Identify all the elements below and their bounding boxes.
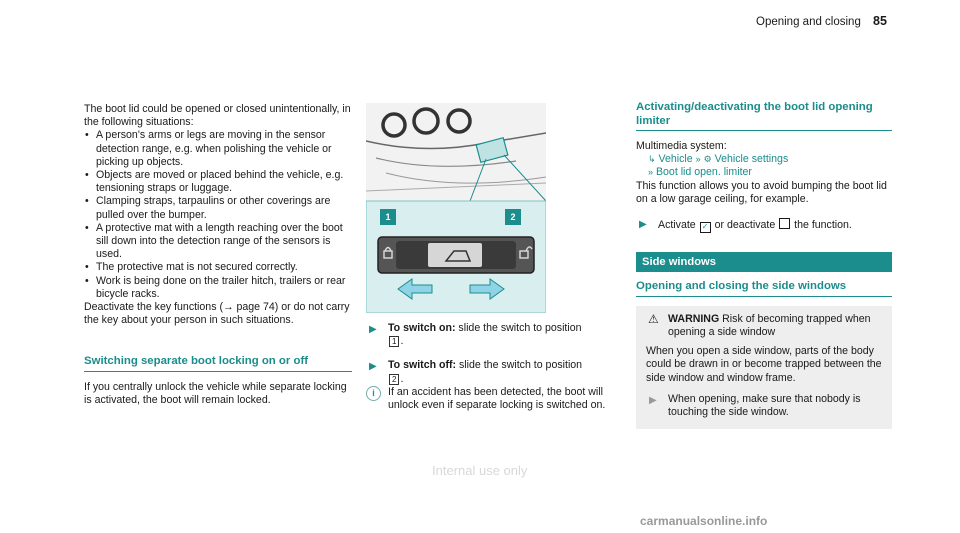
menu-path-2: » Boot lid open. limiter xyxy=(648,166,752,179)
list-item: • Objects are moved or placed behind the vehicle, e.g. tensioning straps or luggage. xyxy=(84,169,352,195)
info-icon: i xyxy=(366,386,381,401)
warning-triangle-icon: ⚠ xyxy=(648,311,659,326)
situation-list xyxy=(84,129,352,301)
position-key: 2 xyxy=(389,374,399,385)
position-key: 1 xyxy=(389,336,399,347)
step-arrow-icon: ▶ xyxy=(639,219,647,231)
step-switch-on: ▶ To switch on: slide the switch to position 1 . xyxy=(369,322,582,348)
section-text: If you centrally unlock the vehicle while separate locking is activated, the boot will remain locked. xyxy=(84,380,347,407)
intro-text: The boot lid could be opened or closed unintentionally, in the following situations: xyxy=(84,103,351,129)
vehicle-settings-icon: ⚙ xyxy=(703,154,712,165)
warning-header: ⚠ WARNING Risk of becoming trapped when opening a side window xyxy=(648,311,871,338)
step-arrow-icon: ▶ xyxy=(369,361,377,373)
running-header: Opening and closing xyxy=(756,16,861,28)
deactivate-text: Deactivate the key functions (→ page 74) or do not carry the key about your person in such situations. xyxy=(84,301,350,327)
list-item: • Clamping straps, tarpaulins or other coverings are pulled over the bumper. xyxy=(84,195,352,221)
column-middle xyxy=(366,322,606,412)
function-text: This function allows you to avoid bumping the boot lid on a low garage ceiling, for example. xyxy=(636,179,887,205)
info-note: i If an accident has been detected, the boot will unlock even if separate locking is switched on. xyxy=(366,386,606,412)
section-heading: Activating/deactivating the boot lid opening limiter xyxy=(636,101,892,131)
list-item: • Work is being done on the trailer hitch, trailers or rear bicycle racks. xyxy=(84,275,352,301)
section-heading: Switching separate boot locking on or off xyxy=(84,355,352,372)
step-arrow-icon: ▶ xyxy=(369,324,377,335)
column-right xyxy=(636,101,892,429)
list-item: • A protective mat with a length reaching over the boot sill down into the detection range of the sensors is used. xyxy=(84,222,352,262)
column-left xyxy=(84,103,352,407)
switch-figure xyxy=(366,103,546,313)
section-band: Side windows xyxy=(636,252,892,272)
unchecked-box-icon xyxy=(779,218,790,229)
enter-arrow-icon: ↳ xyxy=(648,154,656,165)
list-item: • A person's arms or legs are moving in the sensor detection range, e.g. when polishing the vehicle or picking up objects. xyxy=(84,129,352,169)
warning-box xyxy=(636,306,892,429)
menu-label: Multimedia system: xyxy=(636,140,727,152)
warning-step: ▶ When opening, make sure that nobody is touching the side window. xyxy=(649,392,861,418)
step-switch-off: ▶ To switch off: slide the switch to position 2 . xyxy=(369,359,583,385)
callout-2: 2 xyxy=(505,209,521,225)
double-chevron-icon: » xyxy=(695,154,701,165)
callout-1: 1 xyxy=(380,209,396,225)
section-heading: Opening and closing the side windows xyxy=(636,280,892,297)
double-chevron-icon: » xyxy=(648,167,654,178)
activate-step: ▶ Activate ✓ or deactivate the function. xyxy=(639,219,852,232)
checked-box-icon: ✓ xyxy=(700,222,711,233)
page-number: 85 xyxy=(873,14,887,28)
menu-path: ↳ Vehicle » ⚙ Vehicle settings xyxy=(648,153,789,166)
step-arrow-icon: ▶ xyxy=(649,394,657,406)
list-item: • The protective mat is not secured correctly. xyxy=(84,261,352,274)
footer-site: carmanualsonline.info xyxy=(640,514,768,528)
warning-text: When you open a side window, parts of the body could be drawn in or become trapped between the side window and window frame. xyxy=(646,345,882,384)
watermark: Internal use only xyxy=(432,463,528,478)
